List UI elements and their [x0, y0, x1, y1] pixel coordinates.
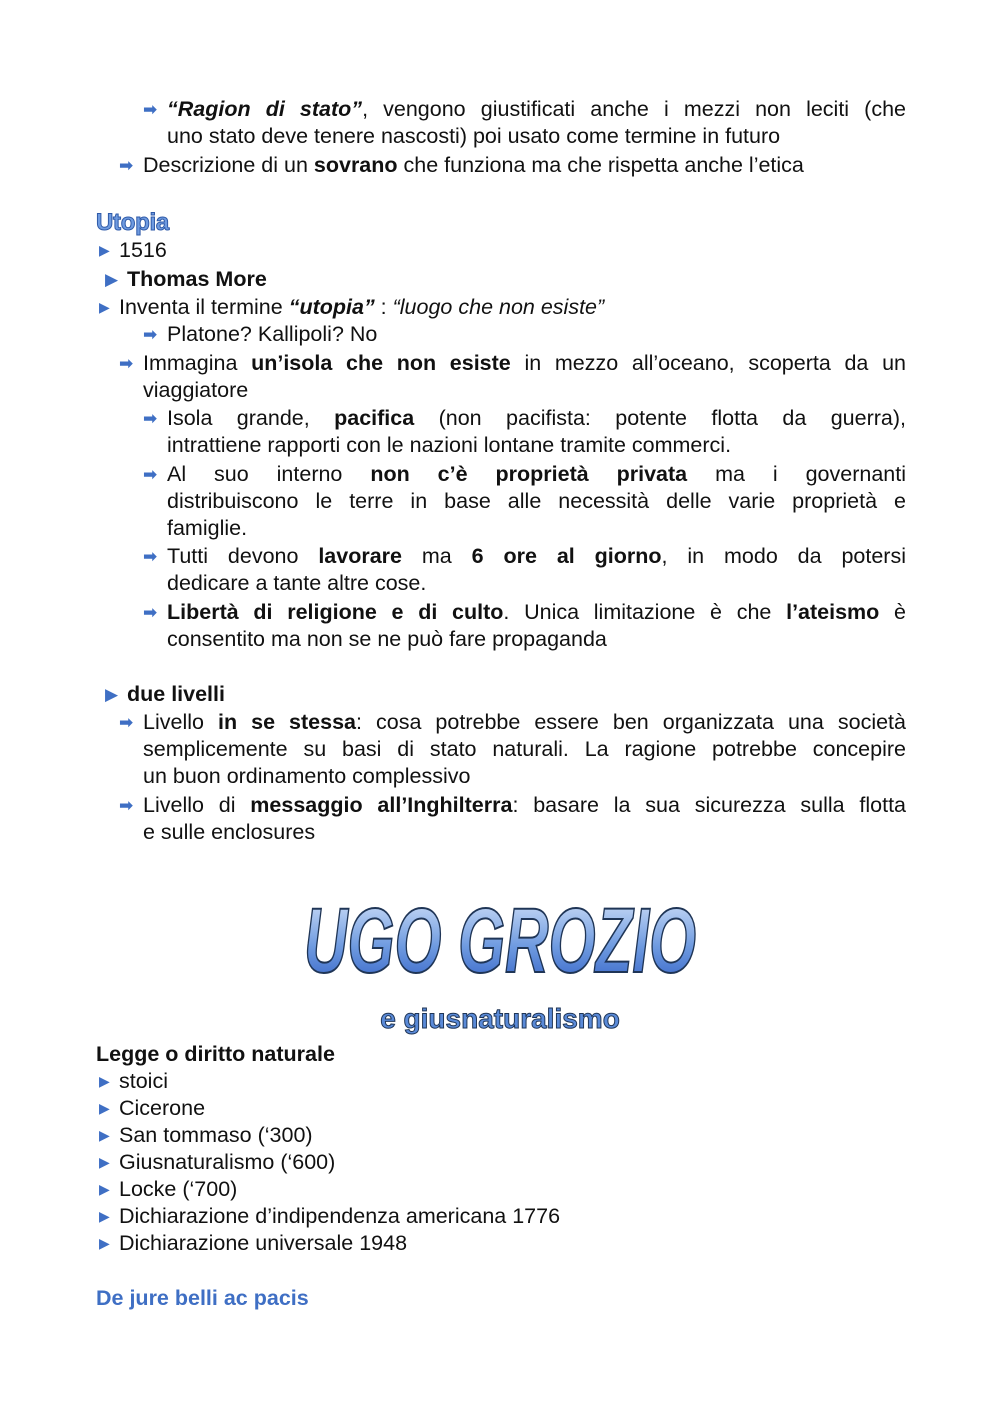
- legge-heading: Legge o diritto naturale: [96, 1042, 335, 1066]
- de-jure-heading: De jure belli ac pacis: [96, 1286, 309, 1310]
- religione-line: Libertà di religione e di culto. Unica limitazione è che l’ateismo è: [167, 600, 906, 624]
- right-triangle-icon: ▶: [99, 1127, 110, 1143]
- utopia-term-line: Inventa il termine “utopia” : “luogo che non esiste”: [119, 295, 605, 319]
- isola-line-2: viaggiatore: [143, 378, 249, 402]
- platone-line: Platone? Kallipoli? No: [167, 322, 378, 346]
- lavoro-line: Tutti devono lavorare ma 6 ore al giorno, in modo da potersi: [167, 544, 906, 568]
- right-arrow-icon: ➡: [143, 603, 158, 622]
- livello-1-line-3: un buon ordinamento complessivo: [143, 764, 471, 788]
- isola-grande-line-2: intrattiene rapporti con le nazioni lontane tramite commerci.: [167, 433, 732, 457]
- due-livelli-heading: due livelli: [127, 682, 225, 706]
- list-item: Dichiarazione d’indipendenza americana 1776: [119, 1204, 561, 1228]
- right-triangle-icon: ▶: [99, 242, 110, 258]
- right-triangle-icon: ▶: [99, 299, 110, 315]
- ugo-grozio-title: [290, 880, 710, 1040]
- proprieta-line-2: distribuiscono le terre in base alle necessità delle varie proprietà e: [167, 489, 906, 513]
- list-item: Cicerone: [119, 1096, 206, 1120]
- utopia-author: Thomas More: [127, 267, 267, 291]
- right-arrow-icon: ➡: [119, 354, 134, 373]
- religione-line-2: consentito ma non se ne può fare propaganda: [167, 627, 607, 651]
- right-arrow-icon: ➡: [143, 325, 158, 344]
- right-triangle-icon: ▶: [99, 1100, 110, 1116]
- ragion-di-stato-line-2: uno stato deve tenere nascosti) poi usato come termine in futuro: [167, 124, 781, 148]
- right-arrow-icon: ➡: [143, 547, 158, 566]
- right-triangle-icon: ▶: [99, 1235, 110, 1251]
- list-item: Locke (‘700): [119, 1177, 238, 1201]
- right-triangle-icon: ▶: [105, 685, 119, 704]
- right-arrow-icon: ➡: [143, 465, 158, 484]
- right-arrow-icon: ➡: [143, 100, 158, 119]
- proprieta-line-3: famiglie.: [167, 516, 248, 540]
- grozio-title-text: UGO GROZIO: [304, 890, 696, 992]
- right-arrow-icon: ➡: [119, 796, 134, 815]
- lavoro-line-2: dedicare a tante altre cose.: [167, 571, 427, 595]
- right-triangle-icon: ▶: [99, 1208, 110, 1224]
- livello-2-line: Livello di messaggio all’Inghilterra: basare la sua sicurezza sulla flotta: [143, 793, 907, 817]
- isola-grande-line: Isola grande, pacifica (non pacifista: potente flotta da guerra),: [167, 406, 906, 430]
- list-item: San tommaso (‘300): [119, 1123, 313, 1147]
- right-triangle-icon: ▶: [99, 1154, 110, 1170]
- utopia-year: 1516: [119, 238, 167, 262]
- livello-2-line-2: e sulle enclosures: [143, 820, 316, 844]
- right-arrow-icon: ➡: [119, 713, 134, 732]
- livello-1-line-2: semplicemente su basi di stato naturali. La ragione potrebbe concepire: [143, 737, 906, 761]
- livello-1-line: Livello in se stessa: cosa potrebbe essere ben organizzata una società: [143, 710, 906, 734]
- utopia-heading: Utopia: [96, 209, 169, 236]
- grozio-subtitle-text: e giusnaturalismo: [380, 1003, 620, 1034]
- list-item: stoici: [119, 1069, 168, 1093]
- isola-line: Immagina un’isola che non esiste in mezzo all’oceano, scoperta da un: [143, 351, 906, 375]
- sovrano-line: Descrizione di un sovrano che funziona ma che rispetta anche l’etica: [143, 153, 804, 177]
- right-triangle-icon: ▶: [99, 1181, 110, 1197]
- ragion-di-stato-line: “Ragion di stato”, vengono giustificati anche i mezzi non leciti (che: [167, 97, 907, 121]
- list-item: Giusnaturalismo (‘600): [119, 1150, 336, 1174]
- list-item: Dichiarazione universale 1948: [119, 1231, 408, 1255]
- right-triangle-icon: ▶: [99, 1073, 110, 1089]
- right-arrow-icon: ➡: [143, 409, 158, 428]
- proprieta-line: Al suo interno non c’è proprietà privata ma i governanti: [167, 462, 906, 486]
- right-arrow-icon: ➡: [119, 156, 134, 175]
- right-triangle-icon: ▶: [105, 270, 119, 289]
